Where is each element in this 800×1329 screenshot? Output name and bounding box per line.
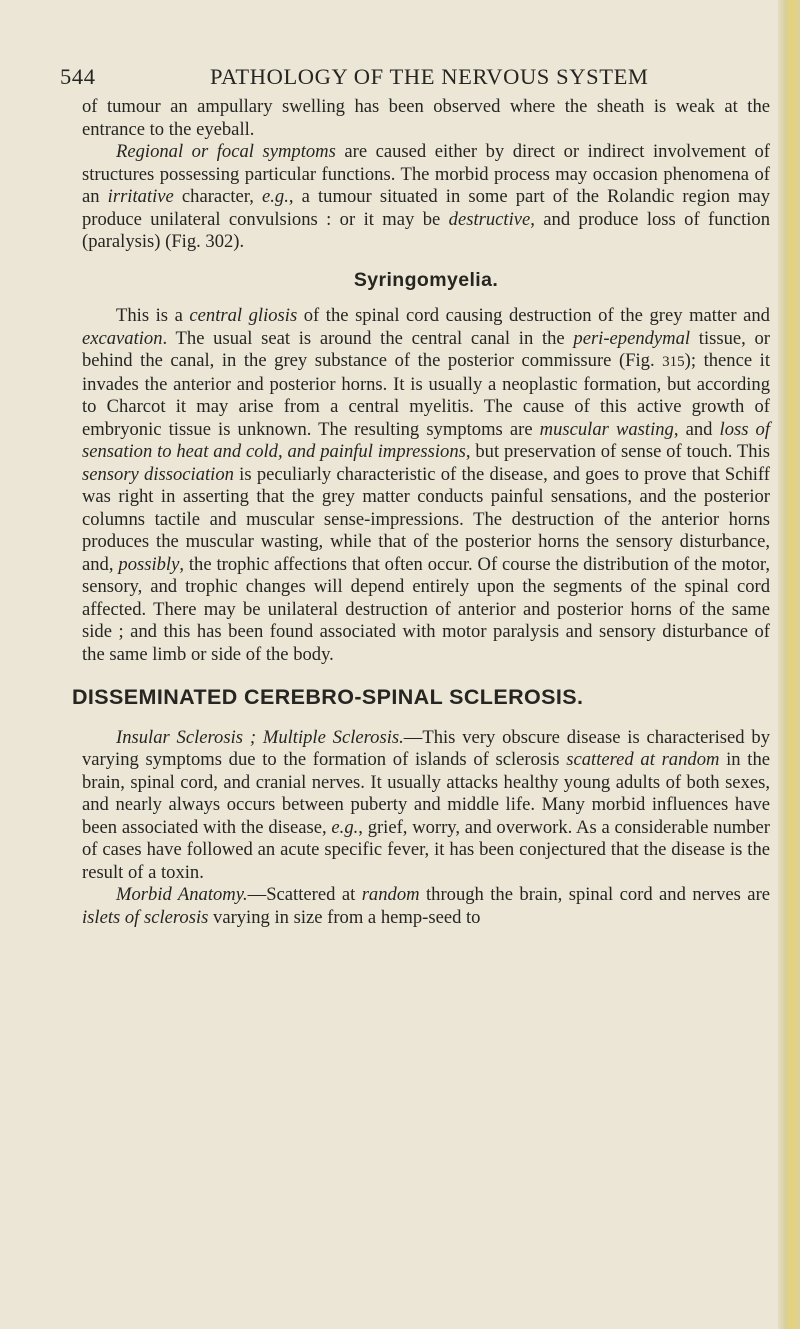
text-run: This is a [116, 305, 190, 326]
page-header [60, 60, 760, 94]
text-run: are caused either by direct or indirect involvement of structures possessing particular functions. The morbid process may occasion phenomena of an [82, 141, 770, 207]
syringomyelia-heading: Syringomyelia. [353, 268, 499, 291]
term-scattered-at-random: scattered at random [566, 749, 720, 770]
text-run: , the trophic affections that often occur. Of course the distribution of the motor, sensory, and trophic changes will depend entirely upon the segments of the spinal cord affected. There may be unilateral destruction of anterior and posterior horns of the same side ; and this has been found associated with motor paralysis and sensory disturbance of the same limb or side of the body. [82, 553, 770, 665]
term-muscular-wasting: muscular wasting [539, 418, 674, 440]
text-run: —This very obscure disease is characterised by varying symptoms due to the formation of islands of sclerosis [82, 726, 770, 770]
paragraph-morbid-anatomy [82, 884, 770, 929]
term-random: random [361, 884, 420, 905]
text-run: , and [673, 418, 720, 440]
running-title: PATHOLOGY OF THE NERVOUS SYSTEM [210, 64, 649, 89]
term-eg: e.g. [262, 186, 289, 207]
text-run: of the spinal cord causing destruction of the grey matter and [297, 305, 770, 326]
paragraph-tumour-continuation [82, 96, 770, 141]
text-run: is peculiarly characteristic of the disease, and goes to prove that Schiff was right in asserting that the grey matter conducts painful sensations, and the posterior columns tactile and muscular sense-impressions. The destruction of the anterior horns produces the muscular wasting, while that of the posterior horns the sensory disturbance, and, [82, 463, 770, 575]
term-loss-of-sensation: loss of sensation to heat and cold, and painful impressions [82, 418, 771, 462]
paragraph-sclerosis [82, 727, 770, 885]
term-peri-ependymal: peri-ependymal [573, 327, 691, 349]
text-run: character, [173, 186, 263, 207]
term-eg: e.g. [331, 816, 359, 838]
term-sensory-dissociation: sensory dissociation [82, 463, 234, 485]
term-excavation: excavation [82, 327, 163, 349]
text-run: in the brain, spinal cord, and cranial nerves. It usually attacks healthy young adults of both sexes, and nearly always occurs between puberty and middle life. Many morbid influences have been associated with the disease, [82, 749, 771, 838]
term-central-gliosis: central gliosis [189, 305, 298, 326]
text-run: through the brain, spinal cord and nerves are [419, 884, 771, 905]
term-possibly: possibly [118, 553, 180, 575]
text-run: , grief, worry, and overwork. As a considerable number of cases have followed an acute specific fever, it has been conjectured that the disease is the result of a toxin. [82, 816, 770, 883]
text-run: —Scattered at [247, 884, 362, 905]
term-irritative: irritative [107, 186, 174, 207]
text-run: varying in size from a hemp-seed to [208, 906, 481, 928]
text-run: tissue, or behind the canal, in the grey substance of the posterior commissure (Fig. [82, 327, 770, 371]
term-morbid-anatomy: Morbid Anatomy. [116, 884, 248, 905]
page-edge [778, 0, 800, 1329]
term-islets-of-sclerosis: islets of sclerosis [82, 906, 209, 928]
term-regional-symptoms: Regional or focal symptoms [116, 141, 336, 162]
text-run: of tumour an ampullary swelling has been observed where the sheath is weak at the entrance to the eyeball. [82, 96, 770, 140]
text-run: ); thence it invades the anterior and posterior horns. It is usually a neoplastic formation, but according to Charcot it may arise from a central myelitis. The cause of this active growth of embryonic tissue is unknown. The resulting symptoms are [82, 350, 770, 440]
text-run: , and produce loss of function (paralysis) (Fig. 302). [82, 208, 771, 252]
term-destructive: destructive [448, 208, 531, 230]
body-text [72, 96, 771, 929]
text-run: . The usual seat is around the central canal in the [162, 327, 574, 349]
text-run: , a tumour situated in some part of the Rolandic region may produce unilateral convulsions : or it may be [82, 186, 771, 230]
term-insular-multiple-sclerosis: Insular Sclerosis ; Multiple Sclerosis. [116, 726, 404, 748]
paragraph-regional-symptoms [82, 141, 770, 254]
page-number: 544 [60, 64, 96, 89]
text-run: , but preservation of sense of touch. This [465, 441, 771, 462]
figure-reference: 315 [662, 354, 685, 370]
sclerosis-heading: DISSEMINATED CEREBRO-SPINAL SCLEROSIS. [72, 685, 584, 709]
paragraph-syringomyelia [82, 305, 770, 666]
